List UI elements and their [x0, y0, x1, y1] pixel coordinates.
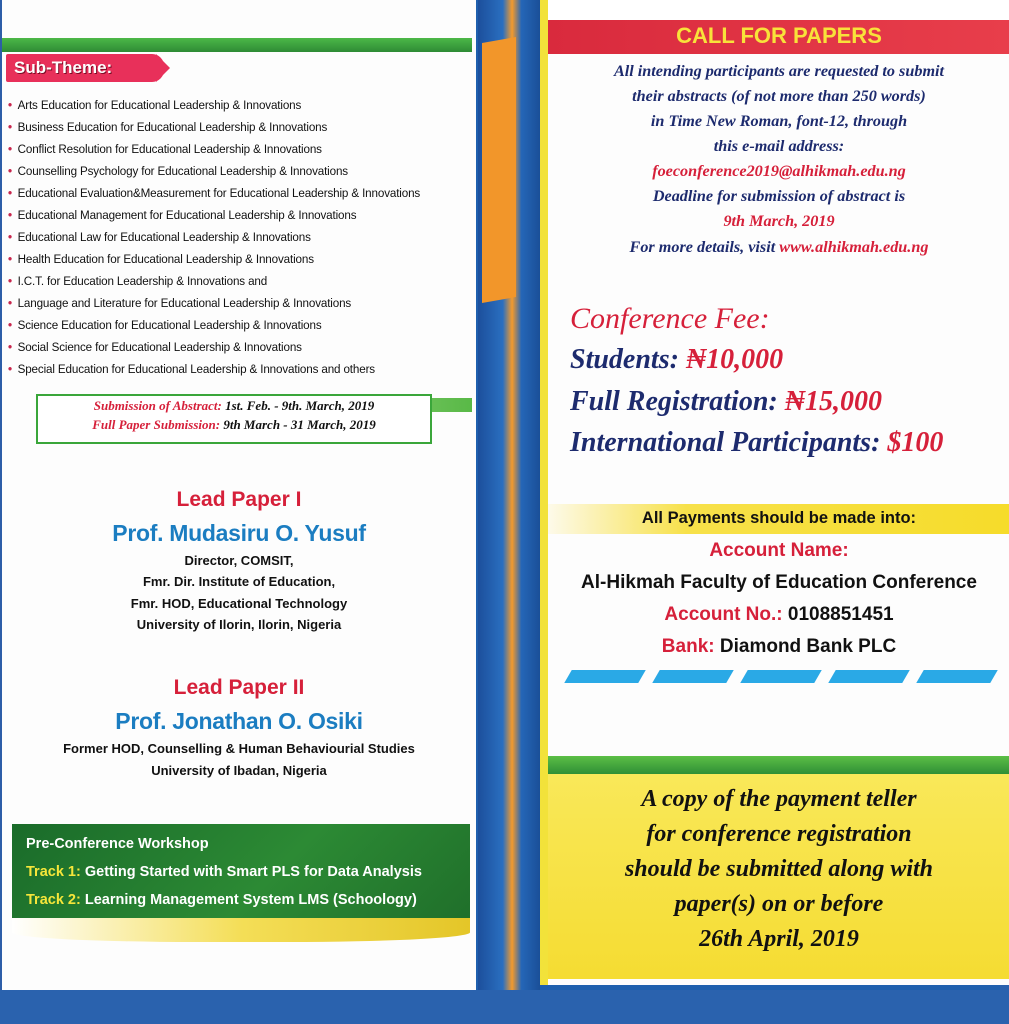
paper-label: Full Paper Submission:: [92, 417, 221, 432]
subtheme-item: • I.C.T. for Education Leadership & Innovations and: [8, 270, 450, 292]
cfp-line: in Time New Roman, font-12, through: [650, 112, 908, 130]
track-2-label: Track 2:: [26, 892, 81, 908]
workshop-yellow-band: [12, 918, 470, 942]
email-address[interactable]: foeconference2019@alhikmah.edu.ng: [652, 162, 906, 180]
stripe: [564, 670, 646, 683]
subtheme-item: • Counselling Psychology for Educational Leadership & Innovations: [8, 160, 450, 182]
fold-orange-accent: [482, 37, 516, 303]
details-label: For more details, visit: [629, 238, 776, 256]
workshop-title: Pre-Conference Workshop: [26, 836, 209, 852]
subtheme-label: Sub-Theme:: [14, 58, 113, 77]
brochure-edge-bottom: [0, 990, 1009, 1024]
fee-full-label: Full Registration:: [570, 386, 778, 417]
left-panel: [2, 0, 476, 990]
deadline-date: 9th March, 2019: [723, 212, 835, 230]
lead-paper-1-line: University of Ilorin, Ilorin, Nigeria: [136, 617, 342, 632]
fee-full-value: ₦15,000: [784, 386, 882, 417]
deadline-label: Deadline for submission of abstract is: [652, 187, 906, 205]
workshop-track-1: [26, 864, 422, 880]
bank-line: [548, 636, 1009, 658]
cfp-line: their abstracts (of not more than 250 words): [632, 87, 926, 105]
paper-dates: [38, 415, 430, 434]
stripe: [740, 670, 822, 683]
payment-heading-bar: [548, 504, 1009, 534]
lead-paper-1-line: Fmr. HOD, Educational Technology: [130, 596, 348, 611]
abstract-value: 1st. Feb. - 9th. March, 2019: [225, 398, 375, 413]
subtheme-item: • Educational Management for Educational Leadership & Innovations: [8, 204, 450, 226]
account-name: Al-Hikmah Faculty of Education Conference: [581, 572, 977, 593]
subtheme-item: • Educational Evaluation&Measurement for Educational Leadership & Innovations: [8, 182, 450, 204]
green-divider-band: [548, 756, 1009, 774]
lead-paper-2-line: University of Ibadan, Nigeria: [151, 763, 327, 778]
fee-international: [570, 427, 943, 459]
subtheme-item: • Health Education for Educational Leadership & Innovations: [8, 248, 450, 270]
website-link[interactable]: www.alhikmah.edu.ng: [779, 238, 929, 256]
subtheme-item: • Language and Literature for Educational Leadership & Innovations: [8, 292, 450, 314]
lead-paper-1-line: Fmr. Dir. Institute of Education,: [142, 574, 336, 589]
subtheme-item: • Business Education for Educational Leadership & Innovations: [8, 116, 450, 138]
account-number: 0108851451: [787, 604, 894, 625]
fee-students-value: ₦10,000: [685, 344, 784, 375]
bank-name: Diamond Bank PLC: [719, 636, 897, 657]
lead-paper-1-line: Director, COMSIT,: [184, 553, 294, 568]
subtheme-item: • Educational Law for Educational Leadership & Innovations: [8, 226, 450, 248]
cfp-line: All intending participants are requested to submit: [613, 62, 945, 80]
workshop-track-2: [26, 892, 417, 908]
lead-paper-2-line: Former HOD, Counselling & Human Behaviourial Studies: [63, 741, 415, 756]
teller-line: should be submitted along with: [624, 856, 934, 882]
subtheme-list: [8, 94, 476, 380]
call-for-papers-title: CALL FOR PAPERS: [676, 23, 882, 48]
track-1-text: Getting Started with Smart PLS for Data Analysis: [84, 864, 422, 880]
abstract-dates: [38, 396, 430, 415]
right-panel: [540, 0, 1009, 985]
subtheme-tag: [6, 54, 164, 82]
teller-line: 26th April, 2019: [699, 926, 859, 952]
stripe: [828, 670, 910, 683]
payment-heading: All Payments should be made into:: [641, 509, 917, 527]
stripe: [916, 670, 998, 683]
submission-dates-box: [36, 394, 432, 444]
teller-line: for conference registration: [646, 821, 912, 847]
abstract-label: Submission of Abstract:: [93, 398, 222, 413]
conference-fee-title: Conference Fee:: [570, 302, 770, 335]
bank-label: Bank:: [661, 636, 715, 657]
account-name-label: Account Name:: [709, 540, 849, 561]
subtheme-item: • Special Education for Educational Leadership & Innovations and others: [8, 358, 450, 380]
paper-value: 9th March - 31 March, 2019: [223, 417, 376, 432]
top-margin: [548, 0, 1009, 20]
lead-paper-2-name: Prof. Jonathan O. Osiki: [115, 708, 363, 734]
fee-students: [570, 344, 783, 376]
account-number-label: Account No.:: [664, 604, 783, 625]
subtheme-item: • Social Science for Educational Leadership & Innovations: [8, 336, 450, 358]
lead-paper-1-title: Lead Paper I: [176, 488, 302, 511]
fee-students-label: Students:: [570, 344, 679, 375]
teller-line: A copy of the payment teller: [641, 786, 917, 812]
fee-intl-label: International Participants:: [570, 427, 881, 458]
lead-paper-1-name: Prof. Mudasiru O. Yusuf: [112, 520, 366, 546]
fee-full: [570, 386, 882, 418]
subtheme-item: • Science Education for Educational Leadership & Innovations: [8, 314, 450, 336]
cfp-line: this e-mail address:: [713, 137, 845, 155]
track-2-text: Learning Management System LMS (Schoology): [84, 892, 417, 908]
details-line: [548, 238, 1009, 257]
fee-intl-value: $100: [887, 427, 944, 458]
track-1-label: Track 1:: [26, 864, 81, 880]
account-number-line: [548, 604, 1009, 626]
subtheme-item: • Conflict Resolution for Educational Leadership & Innovations: [8, 138, 450, 160]
pre-conference-workshop: [12, 824, 470, 932]
lead-paper-2-title: Lead Paper II: [173, 676, 305, 699]
decorative-stripes: [568, 670, 1008, 686]
subtheme-item: • Arts Education for Educational Leadership & Innovations: [8, 94, 450, 116]
payment-teller-note: [548, 774, 1009, 979]
teller-line: paper(s) on or before: [674, 891, 884, 917]
green-header-band: [2, 38, 472, 52]
call-for-papers-bar: [548, 20, 1009, 54]
stripe: [652, 670, 734, 683]
